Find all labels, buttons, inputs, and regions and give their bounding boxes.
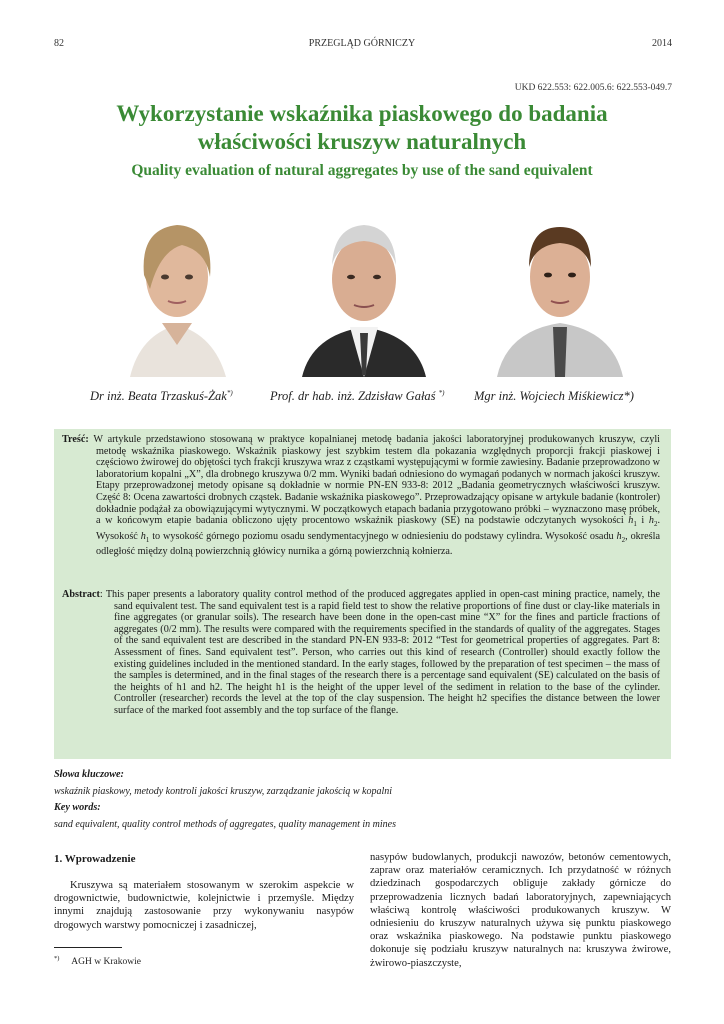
ukd-classification: UKD 622.553: 622.005.6: 622.553-049.7 bbox=[514, 83, 672, 93]
var-h1b-sub: 1 bbox=[145, 535, 150, 544]
author-photo-3 bbox=[491, 205, 629, 377]
author-1-mark: *) bbox=[226, 389, 233, 397]
author-1-name: Dr inż. Beata Trzaskuś-Żak bbox=[90, 389, 227, 404]
author-2-name: Prof. dr hab. inż. Zdzisław Gałaś bbox=[270, 389, 436, 404]
var-h1-sub: 1 bbox=[633, 520, 637, 529]
tresc-text-1: W artykule przedstawiono stosowaną w praktyce kopalnianej metodę badania jakości laboratoryjnej produkowanych kruszyw, czyli metodę wskaźnika piaskowego. Wskaźnik piaskowy jest szybkim testem dla pokazania względnych proporcji frakcji piaskowej i częściowo żwirowej do objętości tych frakcji kruszywa wraz z cząstkami występującymi w formie zawiesiny. Badanie przeprowadzono w laboratorium kopalni „X”, dla drobnego kruszywa 0/2 mm. Wyniki badań odniesiono do wymagań podanych w normach jakości kruszyw. Etapy przeprowadzonej metody opisane są dokładnie w normie PN-EN 933-8: 2012 „Badania geometrycznych właściwości kruszyw. Część 8: Ocena zawartości drobnych cząstek. Badanie wskaźnika piaskowego”. Przeprowadzający opisane w artykule badanie (kontroler) dokładnie podążał za obowiązującymi wytycznymi. W początkowych etapach badania przygotowano próbki – wyznaczono masę próbek, a w końcowym etapie badania obliczono ujęty procentowo wskaźnik piaskowy (SE) na podstawie odczytanych wysokości bbox=[93, 434, 660, 527]
title-line-1: Wykorzystanie wskaźnika piaskowego do badania bbox=[116, 101, 608, 126]
keywords-en-text: sand equivalent, quality control methods of aggregates, quality management in mines bbox=[54, 819, 396, 830]
portrait-young-man-icon bbox=[491, 205, 629, 377]
author-2-mark: *) bbox=[438, 389, 445, 397]
author-photo-1 bbox=[110, 205, 244, 377]
tresc-label: Treść: bbox=[62, 434, 89, 445]
tresc-text-2: . Wysokość bbox=[96, 515, 660, 542]
article-subtitle: Quality evaluation of natural aggregates by use of the sand equivalent bbox=[131, 162, 593, 179]
abstract-text: : This paper presents a laboratory quality control method of the produced aggregates applied in open-cast mining practice, namely, the sand equivalent test. The sand equivalent test is a rapid field test to show the relative proportions of fine dust or clay-like materials in fine aggregates (or granular soils). The research have been done in the open-cast mine “X” for the fines and particle fractions of aggregates (0/2 mm). The results were compared with the requirements specified in the standards of quality of the aggregates. Stages of the sand equivalent test are described in the standard PN-EN 933-8: 2012 “Test for geometrical properties of aggregates. Part 8: Assessment of fines. Sand equivalent test”. Person, who carries out this kind of research (Controller) should exactly follow the existing guidelines included in the mentioned standard. In the early stages, followed by the preparation of test specimen – the mass of the samples is determined, and in the final stages of the research there is a percentage sand equivalent (SE) calculated on the basis of the heights of h1 and h2. The height h1 is the height of the upper level of the sediment in relation to the base of the cylinder. Controller (researcher) records the level at the top of the clay suspension. The height h2 specifies the distance between the lower surface of the marked foot assembly and the top surface of the flange. bbox=[99, 589, 660, 716]
portrait-man-icon bbox=[294, 205, 434, 377]
year: 2014 bbox=[652, 38, 672, 49]
portrait-woman-icon bbox=[110, 205, 244, 377]
var-h2: h bbox=[648, 515, 654, 527]
section-heading: 1. Wprowadzenie bbox=[54, 853, 136, 865]
footnote-mark: *) bbox=[54, 955, 60, 962]
author-1 bbox=[90, 389, 233, 404]
title-line-2: właściwości kruszyw naturalnych bbox=[197, 129, 527, 154]
footnote-text: AGH w Krakowie bbox=[71, 957, 141, 968]
var-h2-sub: 2 bbox=[653, 520, 658, 529]
abstract-label: Abstract bbox=[62, 589, 100, 600]
footnote bbox=[54, 955, 141, 967]
author-2 bbox=[270, 389, 445, 404]
journal-name: PRZEGLĄD GÓRNICZY bbox=[308, 38, 416, 49]
section-left-column: Kruszywa są materiałem stosowanym w szerokim aspekcie w drogownictwie, budownictwie, kolejnictwie i przemyśle. Między innymi znajdują zastosowanie przy wykonywaniu nasypów drogowych warstwy pomocniczej i zasadniczej, bbox=[54, 880, 354, 931]
keywords-en-label: Key words: bbox=[54, 802, 101, 813]
author-3 bbox=[474, 389, 634, 404]
page-number: 82 bbox=[54, 38, 64, 49]
var-h1: h bbox=[628, 515, 634, 527]
tresc-paragraph bbox=[62, 434, 660, 558]
keywords-pl-label: Słowa kluczowe: bbox=[54, 769, 124, 780]
var-h2b-sub: 2 bbox=[621, 535, 626, 544]
author-photo-2 bbox=[294, 205, 434, 377]
tresc-and: i bbox=[636, 515, 649, 527]
abstract-paragraph bbox=[62, 589, 660, 717]
var-h2b: h bbox=[616, 530, 622, 542]
tresc-text-4: , określa odległość między dolną powierzchnią główicy nurnika a górną powierzchnią kołnierza. bbox=[96, 530, 660, 558]
var-h1b: h bbox=[140, 530, 146, 542]
author-3-name: Mgr inż. Wojciech Miśkiewicz*) bbox=[474, 389, 634, 403]
article-title bbox=[0, 100, 724, 156]
tresc-text-3: to wysokość górnego poziomu osadu sendymentacyjnego w odniesieniu do podstawy cylindra. Wysokość osadu bbox=[149, 530, 617, 542]
keywords-pl-text: wskaźnik piaskowy, metody kontroli jakości kruszyw, zarządzanie jakością w kopalni bbox=[54, 786, 393, 797]
section-right-column: nasypów budowlanych, produkcji nawozów, betonów cementowych, zapraw oraz materiałów ceramicznych. Ich przydatność w różnych dziedzinach gospodarczych obliguje zakłady górnicze do przeprowadzenia licznych badań laboratoryjnych, zapewniających właściwą kontrolę właściwości produkowanych kruszyw. W odniesieniu do kruszyw naturalnych używa się punktu piaskowego oraz wskaźnika piaskowego. Na podstawie punktu piaskowego dokonuje się podziału kruszyw naturalnych na: kruszywa żwirowe, żwirowo-piaszczyste, bbox=[370, 852, 671, 969]
footnote-rule bbox=[54, 947, 122, 948]
